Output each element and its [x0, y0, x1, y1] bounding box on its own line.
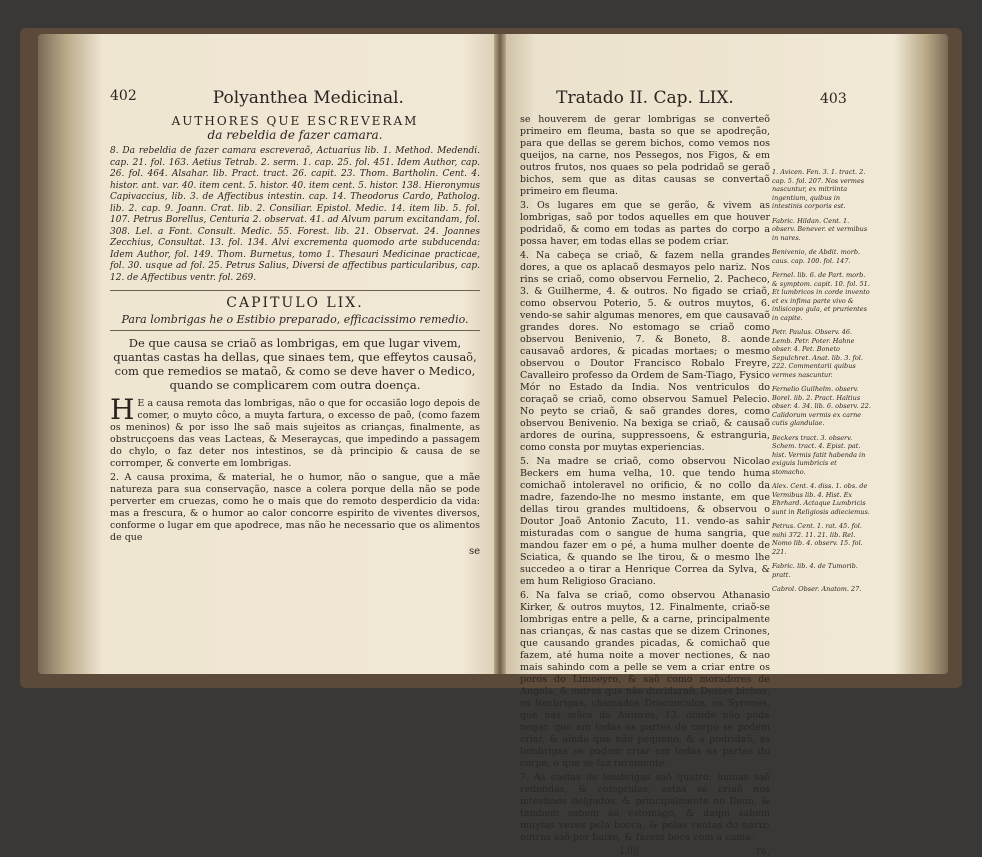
left-catchword: se: [468, 546, 480, 557]
chapter-question: De que causa se criaõ as lombrigas, em que lugar vivem, quantas castas ha dellas, que sinaes tem, que effeytos causaõ, com que remedios se mataõ, & como se deve haver o Medico, quando se complicarem com outra doença.: [113, 336, 477, 392]
margin-note: Benivenio, de Abdit. morb. caus. cap. 100. fol. 147.: [772, 248, 861, 265]
authors-heading: AUTHORES QUE ESCREVERAM: [171, 114, 419, 128]
book-gutter: [494, 34, 506, 674]
margin-note: Petr. Paulus. Observ. 46. Lemb. Petr. Poter. Hahne obser. 4. Pet. Boneto Sepulchret. Anat. lib. 3. fol. 222. Commentarii quibus vermes nascuntur.: [772, 328, 863, 379]
right-running-head: [520, 88, 770, 112]
margin-note: Cabrol. Obser. Anatom. 27.: [772, 585, 862, 593]
paragraph-3: 3. Os lugares em que se gerão, & vivem as lombrigas, saõ por todos aquelles em que houver podridaõ, & como em todas as partes do corpo a possa haver, em todas ellas se podem criar.: [520, 200, 770, 247]
paragraph-intro: se houverem de gerar lombrigas se converteõ primeiro em fleuma, basta so que se apodreção, para que dellas se gerem bichos, como vemos nos queijos, na carne, nos Pessegos, nos Figos, & em outros frutos, nos quaes so pela podridaõ se geraõ bichos, sem que as ditas causas se convertaõ primeiro em fleuma.: [520, 114, 770, 197]
right-page-number-box: [820, 88, 847, 107]
drop-cap: H: [110, 393, 135, 426]
margin-note: Fernel. lib. 6. de Part. morb. & symptom. capit. 10. fol. 51. Et lumbricos in corde invento et ex infima parte vivo & inlisicopo gula, et prurientes in capite.: [772, 271, 870, 322]
paragraph-2: 2. A causa proxima, & material, he o humor, não o sangue, que a mãe natureza para sua conservação, nasce a colera porque della não se pode perverter em cruezas, como he o mais que do remoto desperdicio da vida: mas a frescura, & o humor ao calor concorre espirito de viventes diversos, conforme o lugar em que apodrece, mas não he necessario que os alimentos de que: [110, 472, 480, 543]
right-catchword-row: [520, 846, 770, 857]
right-running-title: Tratado II. Cap. LIX.: [556, 88, 734, 108]
margin-notes: [772, 168, 872, 600]
right-page-number: 403: [820, 91, 847, 107]
paragraph-5: 5. Na madre se criaõ, como observou Nicolao Beckers em huma velha, 10. que tendo huma comichaõ intoleravel no orificio, & no collo da madre, fazendo-lhe no mesmo instante, em que dellas tirou grandes multidoens, & observou o Doutor Joaõ Antonio Zacuto, 11. vendo-as sahir misturadas com o sangue de huma sangria, que mandou fazer em o pé, a huma mulher doente de Sciatica, & quando se lhe tirou, & o mesmo lhe succedeo a o tirar a Henrique Correa da Sylva, & em hum Religioso Graciano.: [520, 456, 770, 587]
paragraph-7: 7. As castas de lombrigas saõ quatro: humas saõ redondas, & compridas, estas se criaõ nos intestinos delgados, & principalmente no Ileon, & tambem sobem ao estomago, & daqui sahem muytas vezes pela bocca, & pelas ventas do nariz; outras saõ por baixo, & fazem boca com a cama-: [520, 772, 770, 843]
left-catchword-row: [110, 546, 480, 557]
left-page: [110, 88, 480, 557]
margin-note: Petrus. Cent. 1. rat. 45. fol. mihi 372. 11. 21. lib. Rel. Nomo lib. 4. observ. 15. fol. 221.: [772, 522, 863, 556]
margin-note: 1. Avicen. Fen. 3. 1. tract. 2. cap. 5. fol. 207. Nos vermes nascuntur, ex mitriinta ingentium, quibus in intestinis corporis est.: [772, 168, 866, 210]
margin-note: Fernelio Guilhelm. observ. Borel. lib. 2. Pract. Haltius obser. 4. 34. lib. 6. observ. 22. Calidorum vermis ex carne cutis glandulae.: [772, 385, 871, 427]
right-catchword: ra,: [756, 846, 770, 857]
chapter-title: CAPITULO LIX.: [110, 290, 480, 311]
paragraph-6: 6. Na falva se criaõ, como observou Athanasio Kirker, & outros muytos, 12. Finalmente, criaõ-se lombrigas entre a pelle, & a carne, principalmente nas crianças, & nas castas que se dizem Crinones, que causando grandes picadas, & comichaõ que fazem, até huma noite a mover nectiones, & nao mais sahindo com a pelle se vem a criar entre os poros do Limoeyro, & saõ como moradores de Angola, & outros que não duvidaraõ. Destes bichos, os lombrigas, chamados Dracunculos, os Syrones, que nas mãos do Autores, 13. donde não pode negar, que em todas as partes do corpo se podem criar, & ainda que não pequeno, & a podridaõ, as lombrigas se podem criar em todas as partes do corpo, o que se faz raramente.: [520, 590, 770, 769]
margin-note: Beckers tract. 3. observ. Schem. tract. 4. Epist. pat. hist. Vermis fatit habenda in exiguis lumbricis et stomacho.: [772, 433, 866, 476]
margin-note: Fabric. Hildan. Cent. 1. observ. Benever. et vermibus in nares.: [772, 216, 868, 242]
left-page-number: 402: [110, 88, 137, 104]
authors-text: 8. Da rebeldia de fazer camara escreveraõ, Actuarius lib. 1. Method. Medendi. cap. 21. fol. 163. Aetius Tetrab. 2. serm. 1. cap. 25. fol. 451. Idem Author, cap. 26. fol. 464. Alsahar. lib. Pract. tract. 26. capit. 23. Thom. Bartholin. Cent. 4. histor. ant. var. 40. item cent. 5. histor. 40. item cent. 5. histor. 138. Hieronymus Capivaccius, lib. 3. de Affectibus intestin. cap. 14. Theodorus Cardo, Patholog. lib. 2. cap. 9. Joann. Crat. lib. 2. Consiliar. Epistol. Medic. 14. item lib. 5. fol. 107. Petrus Borellus, Centuria 2. observat. 41. ad Alvum parum excitandam, fol. 308. Lel. a Font. Consult. Medic. 55. Forest. lib. 21. Observat. 24. Joannes Zecchius, Consultat. 13. fol. 134. Alvi excrementa quomodo arte subducenda: Idem Author, fol. 149. Thom. Burnetus, tomo 1. Thesauri Medicinae practicae, fol. 30. usque ad fol. 25. Petrus Salius, Diversi de affectibus particularibus, cap. 12. de Affectibus ventr. fol. 269.: [110, 146, 480, 283]
left-running-head: [110, 88, 480, 112]
right-page: [520, 88, 770, 857]
margin-note: Fabric. lib. 4. de Tumorib. pratt.: [772, 562, 858, 579]
authors-subheading: da rebeldia de fazer camara.: [207, 128, 383, 142]
paragraph-1-text: E a causa remota das lombrigas, não o que for occasião logo depois de comer, o muyto côco, a muyta fartura, o excesso de paõ, (como fazem os meninos) & por isso lhe saõ mais sujeitos as crianças, finalmente, as obstrucçoens das veas Lacteas, & Meseraycas, que impedindo a passagem do chylo, o faz deter nos intestinos, se dà principio & causa de se corromper, & converte em lombrigas.: [110, 398, 480, 469]
paragraph-1: [110, 393, 480, 470]
chapter-subtitle: Para lombrigas he o Estibio preparado, efficacissimo remedio.: [110, 313, 480, 331]
paragraph-4: 4. Na cabeça se criaõ, & fazem nella grandes dores, a que os aplacaõ desmayos pelo nariz. Nos rins se criaõ, como observou Fernelio, 2. Pacheco, 3. & Guilherme, 4. & outros. No figado se criaõ, como observou Poterio, 5. & outros muytos, 6. vendo-se sahir algumas menores, em que causavaõ grandes dores. No estomago se criaõ como observou Benivenio, 7. & Boneto, 8. aonde causavaõ ardores, & picadas mortaes; o mesmo observou o Doutor Francisco Robalo Freyre, Cavalleiro professo da Ordem de Sam-Tiago, Fysico Mór no Estado da India. Nos ventriculos do coraçaõ se criaõ, como observou Samuel Pelecio. No peyto se criaõ, & saõ grandes dores, como observou Benivenio. Na bexiga se criaõ, & causaõ ardores de ourina, suppressoens, & estranguria, como consta por muytas experiencias.: [520, 250, 770, 453]
left-running-title: Polyanthea Medicinal.: [212, 88, 404, 108]
signature-mark: Liiij: [620, 846, 640, 857]
margin-note: Alex. Cent. 4. diss. 1. obs. de Vermibus lib. 4. Hist. Ex Ehrhard. Actaque Lumbricis sunt in Religiosis adieciemus.: [772, 482, 870, 516]
